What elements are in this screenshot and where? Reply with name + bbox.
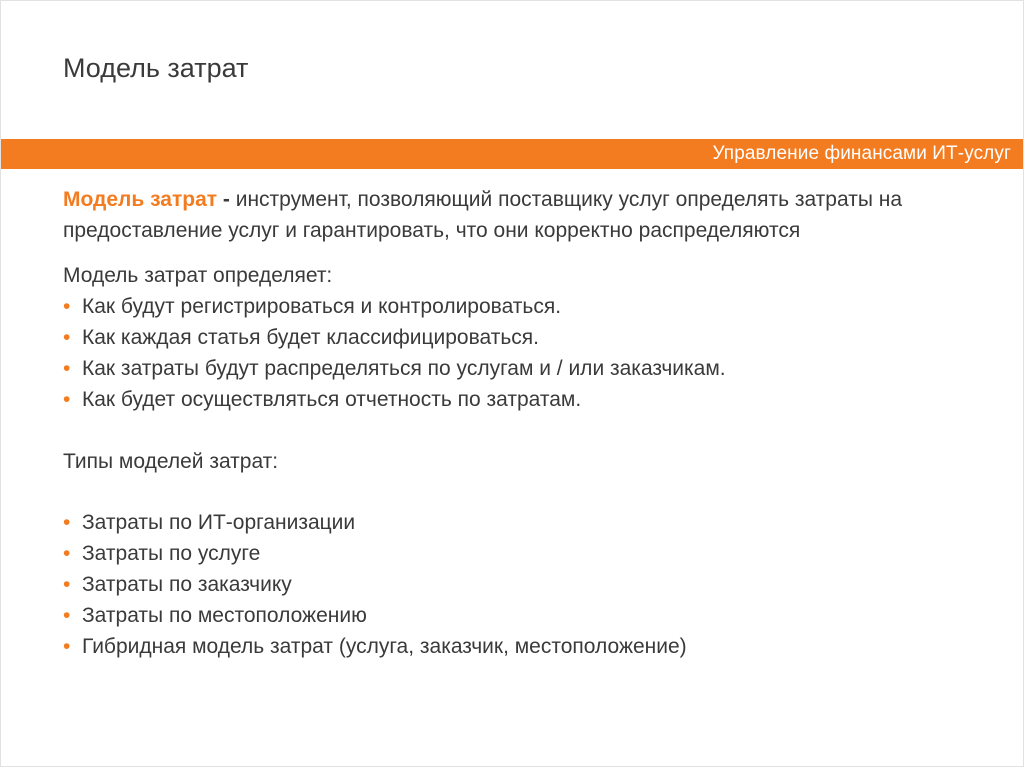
list-item <box>63 600 983 631</box>
band-label: Управление финансами ИТ-услуг <box>712 143 1011 164</box>
section-types <box>63 446 983 662</box>
list-item-text: Затраты по заказчику <box>82 573 292 596</box>
list-item <box>63 631 983 662</box>
bullet-icon: • <box>63 357 71 380</box>
list-item <box>63 538 983 569</box>
slide-title: Модель затрат <box>63 53 249 83</box>
list-item-text: Затраты по ИТ-организации <box>82 511 356 534</box>
list-item <box>63 569 983 600</box>
list-item <box>63 291 983 322</box>
list-item-text: Затраты по услуге <box>82 542 261 565</box>
list-item-text: Затраты по местоположению <box>82 604 367 627</box>
bullet-icon: • <box>63 388 71 411</box>
types-list <box>63 507 983 662</box>
bullet-icon: • <box>63 573 71 596</box>
definition-text: инструмент, позволяющий поставщику услуг определять затраты на предоставление услуг и гарантировать, что они корректно распределяются <box>63 188 903 242</box>
slide-content <box>63 184 983 662</box>
list-item <box>63 507 983 538</box>
bullet-icon: • <box>63 635 71 658</box>
list-item <box>63 322 983 353</box>
definition-term: Модель затрат <box>63 188 218 211</box>
list-item-text: Как затраты будут распределяться по услугам и / или заказчикам. <box>82 357 726 380</box>
list-item-text: Как будет осуществляться отчетность по затратам. <box>82 388 582 411</box>
bullet-icon: • <box>63 542 71 565</box>
bullet-icon: • <box>63 511 71 534</box>
list-item-text: Гибридная модель затрат (услуга, заказчик, местоположение) <box>82 635 687 658</box>
bullet-icon: • <box>63 295 71 318</box>
list-item-text: Как будут регистрироваться и контролироваться. <box>82 295 562 318</box>
definition-paragraph <box>63 184 983 246</box>
list-item <box>63 353 983 384</box>
list-item <box>63 384 983 415</box>
definition-separator: - <box>217 188 236 211</box>
list-item-text: Как каждая статья будет классифицироваться. <box>82 326 539 349</box>
bullet-icon: • <box>63 326 71 349</box>
section-defines <box>63 260 983 415</box>
section-heading-types: Типы моделей затрат: <box>63 450 279 473</box>
defines-list <box>63 291 983 415</box>
bullet-icon: • <box>63 604 71 627</box>
section-heading-defines: Модель затрат определяет: <box>63 264 333 287</box>
header-band <box>1 139 1024 169</box>
